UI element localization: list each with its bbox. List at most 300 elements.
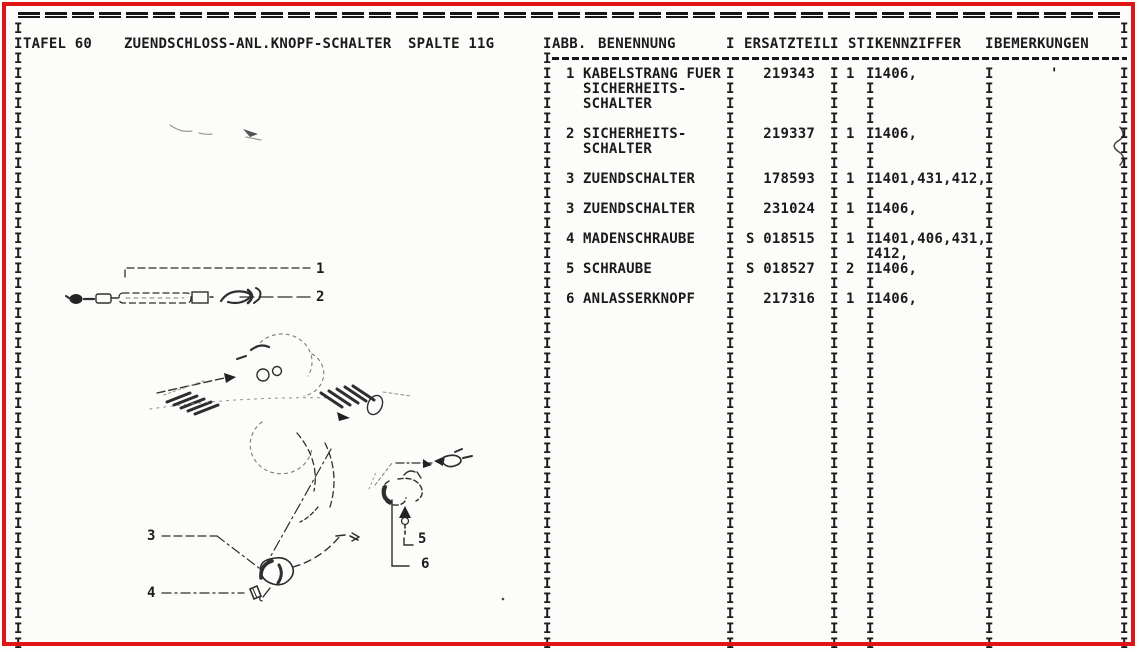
column-separator: I [726,66,735,82]
column-separator: I [866,246,875,262]
column-separator: I [543,471,552,487]
column-separator: I [726,336,735,352]
left-margin-char: I [14,66,23,82]
page-title: ZUENDSCHLOSS-ANL.KNOPF-SCHALTER [124,36,392,52]
cell-bemerkungen: ' [1050,66,1059,82]
column-separator: I [830,561,839,577]
column-separator: I [830,516,839,532]
column-separator: I [543,381,552,397]
col-header-st: ST [848,36,866,52]
column-separator: I [985,621,994,637]
column-separator: I [543,66,552,82]
column-separator: I [866,216,875,232]
column-separator: I [726,411,735,427]
column-separator: I [985,456,994,472]
left-margin-char: I [14,81,23,97]
cell-st: 1 [846,126,855,142]
left-margin-char: I [14,621,23,637]
column-separator: I [726,246,735,262]
column-separator: I [726,381,735,397]
left-margin-char: I [14,51,23,67]
column-separator: I [830,111,839,127]
column-separator: I [866,201,875,217]
column-separator: I [985,531,994,547]
column-separator: I [830,291,839,307]
column-separator: I [985,351,994,367]
column-separator: I [726,276,735,292]
column-separator: I [1120,366,1129,382]
right-margin-char: I [1120,21,1129,37]
cell-ersatzteil: S 018527 [745,261,815,277]
column-separator: I [543,111,552,127]
left-margin-char: I [14,96,23,112]
column-separator: I [726,351,735,367]
left-margin-char: I [14,216,23,232]
column-separator: I [985,471,994,487]
column-separator: I [985,591,994,607]
column-separator: I [1120,576,1129,592]
column-separator: I [830,321,839,337]
column-separator: I [543,216,552,232]
column-separator: I [726,201,735,217]
column-separator: I [866,381,875,397]
cell-abb: 3 [566,201,575,217]
column-separator: I [726,486,735,502]
column-separator: I [866,351,875,367]
column-separator: I [543,531,552,547]
column-separator: I [830,591,839,607]
column-separator: I [543,396,552,412]
column-separator: I [543,201,552,217]
callout-label-5: 5 [418,531,427,547]
column-separator: I [985,261,994,277]
column-separator: I [543,486,552,502]
left-margin-char: I [14,36,23,52]
column-separator: I [1120,471,1129,487]
column-separator: I [543,51,552,67]
column-separator: I [1120,411,1129,427]
column-separator: I [985,336,994,352]
column-separator: I [830,231,839,247]
left-margin-char: I [14,411,23,427]
column-separator: I [830,36,839,52]
column-separator: I [726,261,735,277]
column-separator: I [985,636,994,650]
cell-benennung: ZUENDSCHALTER [583,171,696,187]
column-separator: I [726,171,735,187]
left-margin-char: I [14,561,23,577]
column-separator: I [1120,426,1129,442]
callout-label-1: 1 [316,261,325,277]
column-separator: I [866,81,875,97]
left-margin-char: I [14,111,23,127]
left-margin-char: I [14,156,23,172]
ignition-switch-sketch [260,533,359,601]
left-margin-char: I [14,576,23,592]
column-separator: I [543,576,552,592]
cell-abb: 3 [566,171,575,187]
cell-benennung: KABELSTRANG FUER [583,66,722,82]
handlebar-sketch [150,125,411,561]
cell-kennziffer: 1401,431,412, [874,171,987,187]
column-separator: I [866,621,875,637]
column-separator: I [1120,516,1129,532]
left-margin-char: I [14,21,23,37]
cell-st: 2 [846,261,855,277]
column-separator: I [985,546,994,562]
column-separator: I [985,96,994,112]
column-separator: I [830,186,839,202]
column-separator: I [543,336,552,352]
column-separator: I [1120,561,1129,577]
left-margin-char: I [14,291,23,307]
column-separator: I [866,591,875,607]
cell-benennung: ZUENDSCHALTER [583,201,696,217]
bracket-sketch [369,449,472,566]
column-separator: I [985,36,994,52]
column-separator: I [1120,636,1129,650]
column-separator: I [726,546,735,562]
column-separator: I [830,606,839,622]
column-separator: I [985,66,994,82]
cell-ersatzteil: 217316 [763,291,815,307]
column-separator: I [985,111,994,127]
column-separator: I [1120,246,1129,262]
column-separator: I [543,321,552,337]
left-margin-char: I [14,261,23,277]
left-margin-char: I [14,321,23,337]
column-separator: I [726,81,735,97]
column-separator: I [726,516,735,532]
column-separator: I [543,306,552,322]
left-margin-char: I [14,441,23,457]
column-separator: I [543,141,552,157]
column-separator: I [726,186,735,202]
page-top-rule [18,12,1124,15]
column-separator: I [985,321,994,337]
column-separator: I [726,591,735,607]
column-separator: I [866,546,875,562]
column-separator: I [985,246,994,262]
column-separator: I [830,141,839,157]
column-separator: I [543,366,552,382]
column-separator: I [543,81,552,97]
column-separator: I [543,441,552,457]
col-header-kennziffer: KENNZIFFER [875,36,962,52]
column-separator: I [985,576,994,592]
column-separator: I [866,486,875,502]
left-margin-char: I [14,486,23,502]
column-separator: I [830,216,839,232]
column-separator: I [985,276,994,292]
column-separator: I [726,621,735,637]
column-separator: I [1120,186,1129,202]
cell-abb: 6 [566,291,575,307]
column-separator: I [830,126,839,142]
cell-st: 1 [846,291,855,307]
callout-label-4: 4 [147,585,156,601]
column-separator: I [985,186,994,202]
column-separator: I [830,81,839,97]
column-separator: I [1120,606,1129,622]
column-separator: I [866,411,875,427]
column-separator: I [543,411,552,427]
column-separator: I [830,621,839,637]
left-margin-char: I [14,231,23,247]
column-separator: I [985,366,994,382]
column-separator: I [866,66,875,82]
column-separator: I [1120,36,1129,52]
cell-kennziffer: 412, [874,246,909,262]
column-separator: I [866,276,875,292]
column-separator: I [985,411,994,427]
cell-kennziffer: 1406, [874,201,918,217]
cable-assembly-sketch [66,268,311,304]
left-margin-char: I [14,351,23,367]
column-separator: I [1120,336,1129,352]
column-separator: I [830,441,839,457]
column-separator: I [543,291,552,307]
column-separator: I [726,96,735,112]
cell-benennung: SICHERHEITS- [583,126,687,142]
column-separator: I [985,216,994,232]
col-header-bemerkungen: BEMERKUNGEN [994,36,1089,52]
column-separator: I [830,306,839,322]
column-separator: I [866,561,875,577]
left-margin-char: I [14,366,23,382]
cell-benennung: MADENSCHRAUBE [583,231,696,247]
column-separator: I [866,291,875,307]
column-separator: I [726,366,735,382]
cell-abb: 1 [566,66,575,82]
column-separator: I [985,426,994,442]
column-separator: I [985,201,994,217]
column-separator: I [985,396,994,412]
column-separator: I [830,366,839,382]
left-margin-char: I [14,591,23,607]
column-separator: I [1120,216,1129,232]
left-margin-char: I [14,336,23,352]
column-separator: I [726,396,735,412]
left-margin-char: I [14,516,23,532]
column-separator: I [866,171,875,187]
column-separator: I [726,36,735,52]
cell-kennziffer: 1406, [874,66,918,82]
left-margin-char: I [14,426,23,442]
cell-abb: 2 [566,126,575,142]
column-separator: I [830,501,839,517]
column-separator: I [543,156,552,172]
column-separator: I [866,576,875,592]
column-separator: I [830,201,839,217]
column-separator: I [726,306,735,322]
column-separator: I [830,156,839,172]
column-separator: I [543,546,552,562]
column-separator: I [726,606,735,622]
column-separator: I [726,321,735,337]
column-separator: I [1120,501,1129,517]
column-separator: I [830,171,839,187]
column-separator: I [543,621,552,637]
column-separator: I [830,381,839,397]
column-separator: I [1120,291,1129,307]
column-separator: I [985,501,994,517]
column-separator: I [726,561,735,577]
col-header-abb: ABB. [552,36,587,52]
column-separator: I [830,66,839,82]
page-top-rule-shadow [18,16,1124,18]
column-separator: I [1120,531,1129,547]
column-separator: I [985,441,994,457]
column-separator: I [985,486,994,502]
column-separator: I [543,561,552,577]
column-separator: I [543,186,552,202]
column-separator: I [866,471,875,487]
table-header-rule [552,57,1127,60]
column-separator: I [866,156,875,172]
column-separator: I [1120,171,1129,187]
column-separator: I [726,576,735,592]
column-separator: I [985,171,994,187]
column-separator: I [1120,111,1129,127]
column-separator: I [866,36,875,52]
left-margin-char: I [14,606,23,622]
column-separator: I [1120,156,1129,172]
column-separator: I [543,591,552,607]
column-separator: I [726,456,735,472]
cell-st: 1 [846,201,855,217]
cell-st: 1 [846,231,855,247]
column-separator: I [543,606,552,622]
column-separator: I [543,36,552,52]
callout-label-3: 3 [147,528,156,544]
column-separator: I [726,156,735,172]
column-separator: I [985,126,994,142]
left-margin-char: I [14,171,23,187]
column-separator: I [985,141,994,157]
column-separator: I [866,441,875,457]
callout-label-6: 6 [421,556,430,572]
column-separator: I [726,441,735,457]
cell-benennung: SICHERHEITS- [583,81,687,97]
column-separator: I [1120,276,1129,292]
column-separator: I [1120,66,1129,82]
column-separator: I [985,381,994,397]
column-separator: I [866,261,875,277]
left-margin-char: I [14,306,23,322]
cell-benennung: SCHRAUBE [583,261,653,277]
column-separator: I [866,111,875,127]
left-margin-char: I [14,186,23,202]
column-separator: I [726,291,735,307]
column-separator: I [866,426,875,442]
column-separator: I [830,96,839,112]
column-separator: I [830,411,839,427]
column-separator: I [543,501,552,517]
spalte-number: SPALTE 11G [408,36,495,52]
column-separator: I [985,81,994,97]
column-separator: I [543,636,552,650]
column-separator: I [726,111,735,127]
left-margin-char: I [14,471,23,487]
column-separator: I [985,291,994,307]
column-separator: I [543,171,552,187]
column-separator: I [830,456,839,472]
column-separator: I [1120,306,1129,322]
column-separator: I [1120,486,1129,502]
column-separator: I [1120,351,1129,367]
column-separator: I [543,516,552,532]
column-separator: I [726,636,735,650]
column-separator: I [543,231,552,247]
column-separator: I [830,336,839,352]
column-separator: I [866,606,875,622]
left-margin-char: I [14,636,23,650]
callout-label-2: 2 [316,289,325,305]
column-separator: I [543,246,552,262]
column-separator: I [866,336,875,352]
cell-ersatzteil: 231024 [763,201,815,217]
column-separator: I [866,501,875,517]
column-separator: I [830,276,839,292]
column-separator: I [830,486,839,502]
column-separator: I [1120,321,1129,337]
column-separator: I [985,516,994,532]
cell-st: 1 [846,171,855,187]
column-separator: I [726,231,735,247]
cell-kennziffer: 1406, [874,261,918,277]
column-separator: I [543,426,552,442]
column-separator: I [1120,261,1129,277]
cell-abb: 5 [566,261,575,277]
column-separator: I [1120,201,1129,217]
column-separator: I [830,426,839,442]
column-separator: I [985,561,994,577]
column-separator: I [830,351,839,367]
column-separator: I [866,636,875,650]
column-separator: I [866,396,875,412]
cell-kennziffer: 1406, [874,126,918,142]
column-separator: I [866,141,875,157]
column-separator: I [985,156,994,172]
column-separator: I [726,471,735,487]
cell-kennziffer: 1401,406,431, [874,231,987,247]
column-separator: I [866,531,875,547]
column-separator: I [543,96,552,112]
scan-artifacts [502,127,1124,600]
cell-benennung: SCHALTER [583,141,653,157]
column-separator: I [830,576,839,592]
left-margin-char: I [14,381,23,397]
cell-abb: 4 [566,231,575,247]
cell-ersatzteil: S 018515 [745,231,815,247]
left-margin-char: I [14,201,23,217]
column-separator: I [1120,456,1129,472]
left-margin-char: I [14,141,23,157]
column-separator: I [726,126,735,142]
column-separator: I [543,261,552,277]
left-margin-char: I [14,546,23,562]
column-separator: I [830,261,839,277]
column-separator: I [985,231,994,247]
cell-kennziffer: 1406, [874,291,918,307]
column-separator: I [866,231,875,247]
column-separator: I [1120,381,1129,397]
column-separator: I [1120,81,1129,97]
cell-benennung: SCHALTER [583,96,653,112]
column-separator: I [726,531,735,547]
column-separator: I [726,426,735,442]
